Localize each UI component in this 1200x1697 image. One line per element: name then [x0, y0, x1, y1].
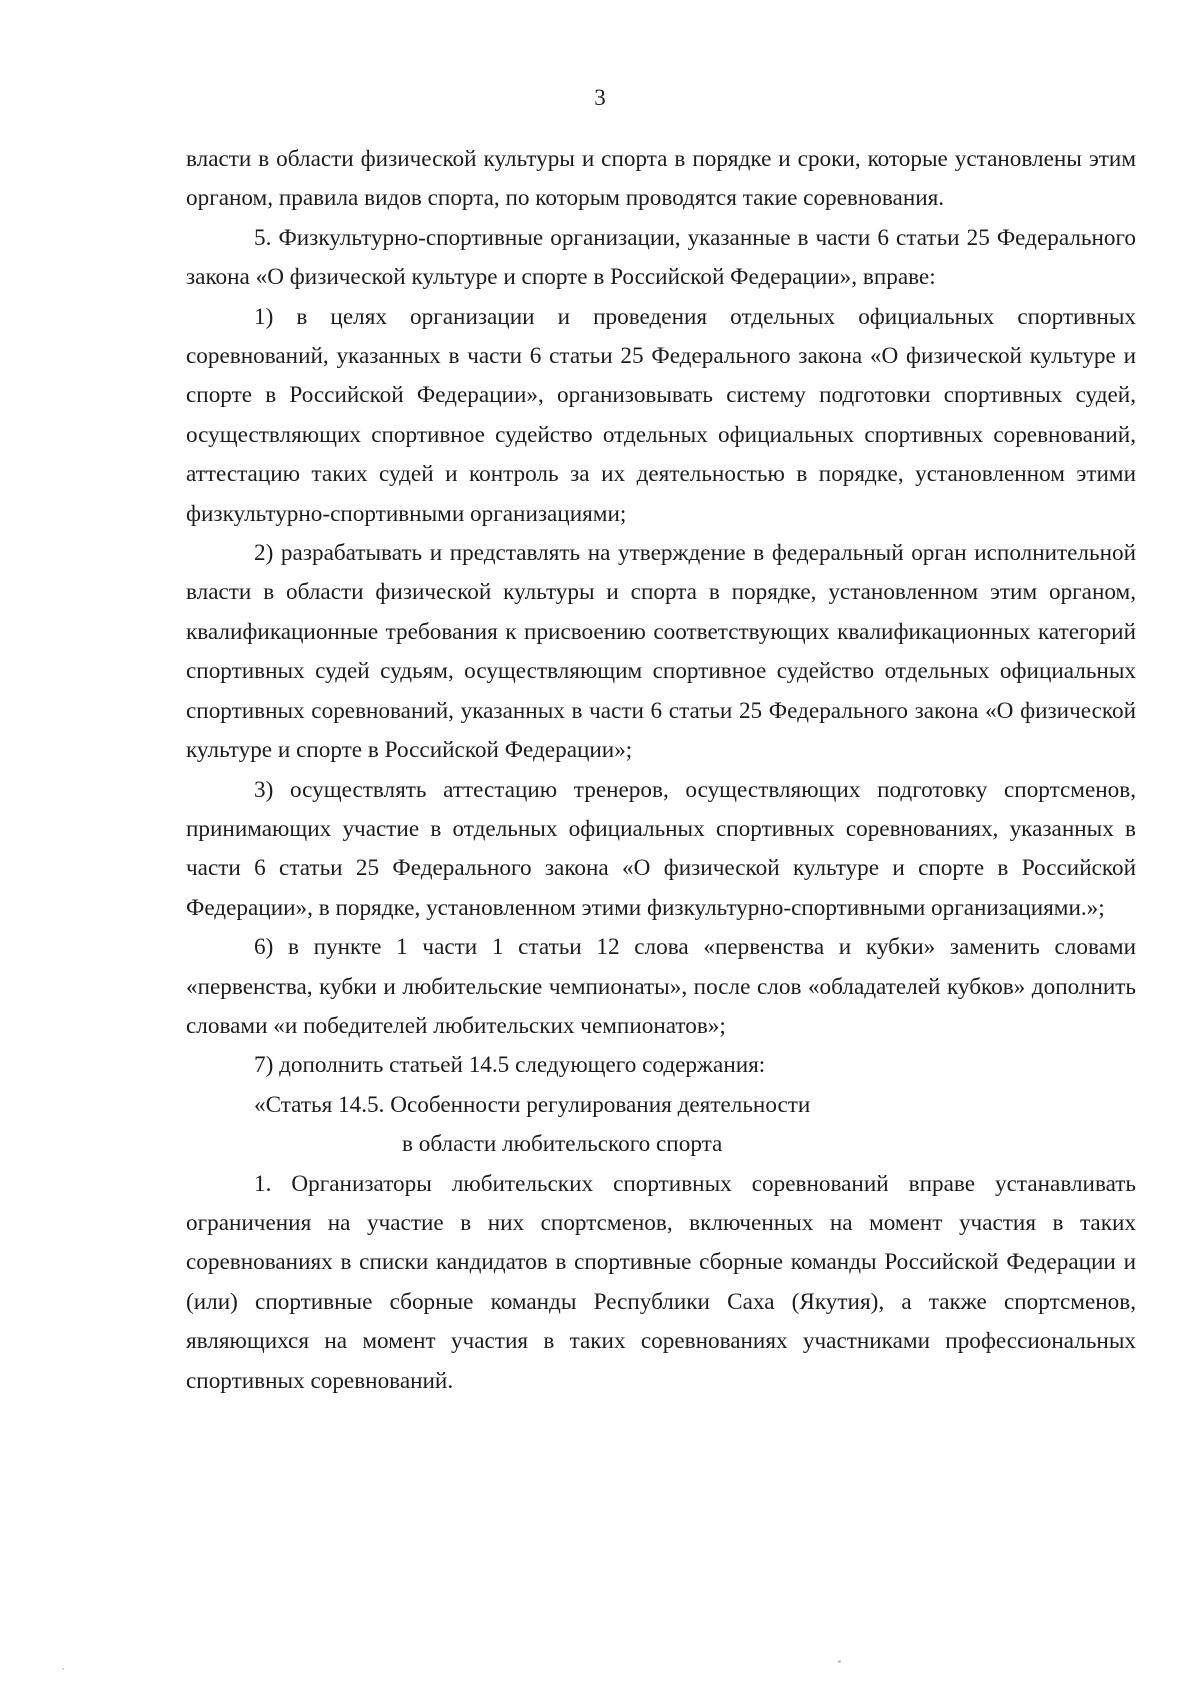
page-number: 3 — [594, 85, 606, 110]
document-body — [186, 140, 1136, 1401]
paragraph-amendment-7: 7) дополнить статьей 14.5 следующего содержания: — [254, 1052, 766, 1079]
paragraph-subitem-2: 2) разрабатывать и представлять на утверждение в федеральный орган исполнительной власти в области физической культуры и спорта в порядке, установленном этим органом, квалификационные требования к присвоению соответствующих квалификационных категорий спортивных судей судьям, осуществляющим спортивное судейство отдельных официальных спортивных соревнований, указанных в части 6 статьи 25 Федерального закона «О физической культуре и спорте в Российской Федерации»; — [186, 540, 1136, 764]
paragraph-item-5: 5. Физкультурно-спортивные организации, указанные в части 6 статьи 25 Федерального закона «О физической культуре и спорте в Российской Федерации», вправе: — [186, 224, 1136, 291]
paragraph-continuation: власти в области физической культуры и спорта в порядке и сроки, которые установлены этим органом, правила видов спорта, по которым проводятся такие соревнования. — [186, 146, 1136, 212]
article-heading-line1: «Статья 14.5. Особенности регулирования деятельности — [254, 1091, 811, 1118]
paragraph-amendment-6: 6) в пункте 1 части 1 статьи 12 слова «первенства и кубки» заменить словами «первенства, кубки и любительские чемпионаты», после слов «обладателей кубков» дополнить словами «и победителей любительских чемпионатов»; — [186, 934, 1136, 1039]
paragraph-subitem-3: 3) осуществлять аттестацию тренеров, осуществляющих подготовку спортсменов, принимающих участие в отдельных официальных спортивных соревнованиях, указанных в части 6 статьи 25 Федерального закона «О физической культуре и спорте в Российской Федерации», в порядке, установленном этими физкультурно-спортивными организациями.»; — [186, 776, 1136, 921]
paragraph-subitem-1: 1) в целях организации и проведения отдельных официальных спортивных соревнований, указанных в части 6 статьи 25 Федерального закона «О физической культуре и спорте в Российской Федерации», организовывать систему подготовки спортивных судей, осуществляющих спортивное судейство отдельных официальных спортивных соревнований, аттестацию таких судей и контроль за их деятельностью в порядке, установленном этими физкультурно-спортивными организациями; — [186, 303, 1136, 527]
scan-speck — [62, 1668, 64, 1670]
article-heading-line2: в области любительского спорта — [402, 1131, 723, 1158]
paragraph-article-clause-1: 1. Организаторы любительских спортивных соревнований вправе устанавливать ограничения на участие в них спортсменов, включенных на момент участия в таких соревнованиях в списки кандидатов в спортивные сборные команды Российской Федерации и (или) спортивные сборные команды Республики Саха (Якутия), а также спортсменов, являющихся на момент участия в таких соревнованиях участниками профессиональных спортивных соревнований. — [186, 1170, 1136, 1394]
scan-speck — [838, 1660, 841, 1663]
